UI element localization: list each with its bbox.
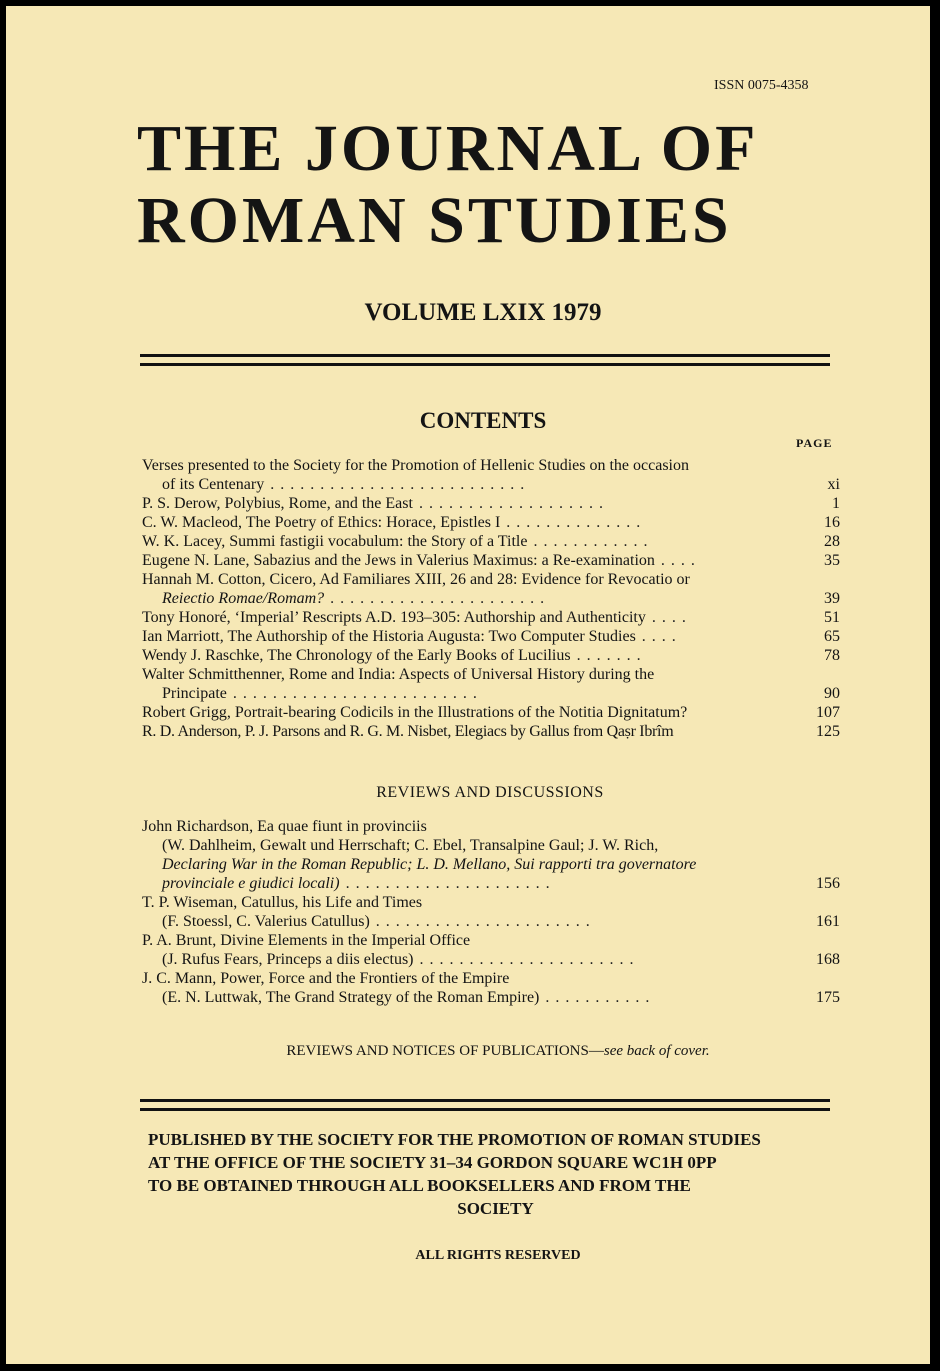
divider-rule (140, 1099, 830, 1102)
publisher-statement (148, 1128, 843, 1220)
publisher-line: AT THE OFFICE OF THE SOCIETY 31–34 GORDON SQUARE WC1H 0PP (148, 1153, 717, 1172)
page-number: 90 (824, 685, 840, 702)
page-number: 175 (816, 989, 840, 1006)
entry-text: Hannah M. Cotton, Cicero, Ad Familiares XIII, 26 and 28: Evidence for Revocatio or (142, 571, 690, 588)
review-title: J. C. Mann, Power, Force and the Frontiers of the Empire (142, 970, 510, 987)
review-line: (J. Rufus Fears, Princeps a diis electus) (162, 951, 414, 968)
entry-text-cont: Principate (162, 685, 227, 702)
journal-title-line-1: THE JOURNAL OF (137, 112, 759, 185)
list-item (142, 570, 840, 589)
list-item (142, 665, 840, 684)
page-number: 168 (816, 951, 840, 968)
contents-list: Verses presented to the Society for the Promotion of Hellenic Studies on the occasion of its Centenary . . . . . . . . . . . . . . . . . . . . . . . . . . xi P. S. Derow, Polybius, Rome, and the East . . . . . . . . . . . . . . . . . . . 1 C. W. Macleod, The Poetry of Ethics: Horace, Epistles I . . . . . . . . . . . . . . 16 W. K. Lacey, Summi fastigii vocabulum: the Story of a Title . . . . . . . . . . . . 28 Eugene N. Lane, Sabazius and the Jews in Valerius Maximus: a Re-examination . . . . 35 Hannah M. Cotton, Cicero, Ad Familiares XIII, 26 and 28: Evidence for Revocatio or Reiectio Romae/Romam? . . . . . . . . . . . . . . . . . . . . . . 39 Tony Honoré, ‘Imperial’ Rescripts A.D. 193–305: Authorship and Authenticity . . . . 51 Ian Marriott, The Authorship of the Historia Augusta: Two Computer Studies . . . . 65 Wendy J. Raschke, The Chronology of the Early Books of Lucilius . . . . . . . 78 Walter Schmitthenner, Rome and India: Aspects of Universal History during the Principate . . . . . . . . . . . . . . . . . . . . . . . . . 90 Robert Grigg, Portrait-bearing Codicils in the Illustrations of the Notitia Dignitatum? 107 R. D. Anderson, P. J. Parsons and R. G. M. Nisbet, Elegiacs by Gallus from Qaṣr Ibrîm 125 (142, 457, 840, 740)
page-number: 125 (816, 723, 840, 740)
list-item (142, 456, 840, 475)
page-number: 161 (816, 913, 840, 930)
page-number: 156 (816, 875, 840, 892)
list-item: Ian Marriott, The Authorship of the Historia Augusta: Two Computer Studies . . . . 65 (142, 628, 840, 645)
page-number: xi (827, 476, 840, 493)
page-number: 51 (824, 609, 840, 626)
page-number: 1 (832, 495, 840, 512)
list-item: C. W. Macleod, The Poetry of Ethics: Horace, Epistles I . . . . . . . . . . . . . . 16 (142, 514, 840, 531)
entry-text: C. W. Macleod, The Poetry of Ethics: Horace, Epistles I (142, 514, 501, 531)
list-item (142, 817, 840, 836)
list-item (142, 931, 840, 950)
contents-heading: CONTENTS (419, 408, 547, 433)
review-line: provinciale e giudici locali) (162, 875, 340, 892)
publisher-line: PUBLISHED BY THE SOCIETY FOR THE PROMOTION OF ROMAN STUDIES (148, 1130, 761, 1149)
journal-cover (6, 6, 930, 1364)
review-title: T. P. Wiseman, Catullus, his Life and Times (142, 894, 423, 911)
publisher-line: SOCIETY (457, 1199, 534, 1218)
entry-text: Ian Marriott, The Authorship of the Historia Augusta: Two Computer Studies (142, 628, 636, 645)
notice-text: REVIEWS AND NOTICES OF PUBLICATIONS— (286, 1043, 604, 1059)
volume-label: VOLUME LXIX 1979 (364, 299, 602, 326)
page-number: 39 (824, 590, 840, 607)
list-item: Eugene N. Lane, Sabazius and the Jews in Valerius Maximus: a Re-examination . . . . 35 (142, 552, 840, 569)
list-item (142, 969, 840, 988)
list-item: W. K. Lacey, Summi fastigii vocabulum: the Story of a Title . . . . . . . . . . . . 28 (142, 533, 840, 550)
reviews-list: John Richardson, Ea quae fiunt in provinciis (W. Dahlheim, Gewalt und Herrschaft; C. Ebel, Transalpine Gaul; J. W. Rich, Declaring War in the Roman Republic; L. D. Mellano, Sui rapporti tra governatore provinciale e giudici locali) . . . . . . . . . . . . . . . . . . . . . 156 T. P. Wiseman, Catullus, his Life and Times (F. Stoessl, C. Valerius Catullus) . . . . . . . . . . . . . . . . . . . . . . 161 P. A. Brunt, Divine Elements in the Imperial Office (J. Rufus Fears, Princeps a diis electus) . . . . . . . . . . . . . . . . . . . . . . 168 J. C. Mann, Power, Force and the Frontiers of the Empire (E. N. Luttwak, The Grand Strategy of the Roman Empire) . . . . . . . . . . . 175 (142, 818, 840, 1006)
reviews-notice (6, 1043, 940, 1060)
page-number: 65 (824, 628, 840, 645)
divider-rule (140, 354, 830, 357)
page-number: 28 (824, 533, 840, 550)
journal-title-line-2: ROMAN STUDIES (137, 184, 732, 257)
page-number: 16 (824, 514, 840, 531)
entry-text: R. D. Anderson, P. J. Parsons and R. G. M. Nisbet, Elegiacs by Gallus from Qaṣr Ibrîm (142, 723, 674, 740)
review-line: (E. N. Luttwak, The Grand Strategy of the Roman Empire) (162, 989, 540, 1006)
entry-text-cont: Reiectio Romae/Romam? (162, 590, 325, 607)
page-column-heading: PAGE (796, 436, 833, 450)
entry-text: Verses presented to the Society for the Promotion of Hellenic Studies on the occasion (142, 457, 689, 474)
list-item: P. S. Derow, Polybius, Rome, and the East . . . . . . . . . . . . . . . . . . . 1 (142, 495, 840, 512)
list-item: Wendy J. Raschke, The Chronology of the Early Books of Lucilius . . . . . . . 78 (142, 647, 840, 664)
list-item (142, 703, 840, 722)
review-line: Declaring War in the Roman Republic; L. D. Mellano, Sui rapporti tra governatore (162, 856, 697, 873)
entry-text: Wendy J. Raschke, The Chronology of the Early Books of Lucilius (142, 647, 571, 664)
reviews-heading: REVIEWS AND DISCUSSIONS (376, 784, 604, 801)
entry-text: Robert Grigg, Portrait-bearing Codicils in the Illustrations of the Notitia Dignitatum? (142, 704, 688, 721)
issn: ISSN 0075-4358 (714, 78, 809, 93)
review-line: (F. Stoessl, C. Valerius Catullus) (162, 913, 370, 930)
divider-rule (140, 363, 830, 366)
entry-text-cont: of its Centenary (162, 476, 265, 493)
publisher-line: TO BE OBTAINED THROUGH ALL BOOKSELLERS AND FROM THE (148, 1176, 691, 1195)
divider-rule (140, 1108, 830, 1111)
list-item (142, 722, 840, 741)
list-item: Tony Honoré, ‘Imperial’ Rescripts A.D. 193–305: Authorship and Authenticity . . . . 51 (142, 609, 840, 626)
review-title: P. A. Brunt, Divine Elements in the Imperial Office (142, 932, 471, 949)
entry-text: P. S. Derow, Polybius, Rome, and the East (142, 495, 413, 512)
list-item (142, 893, 840, 912)
entry-text: Walter Schmitthenner, Rome and India: Aspects of Universal History during the (142, 666, 655, 683)
page-number: 107 (816, 704, 840, 721)
rights-statement: ALL RIGHTS RESERVED (415, 1248, 581, 1263)
review-title: John Richardson, Ea quae fiunt in provinciis (142, 818, 427, 835)
entry-text: Tony Honoré, ‘Imperial’ Rescripts A.D. 193–305: Authorship and Authenticity (142, 609, 646, 626)
entry-text: W. K. Lacey, Summi fastigii vocabulum: the Story of a Title (142, 533, 528, 550)
page-number: 35 (824, 552, 840, 569)
review-line: (W. Dahlheim, Gewalt und Herrschaft; C. Ebel, Transalpine Gaul; J. W. Rich, (162, 837, 659, 854)
notice-italic: see back of cover. (603, 1043, 710, 1059)
entry-text: Eugene N. Lane, Sabazius and the Jews in Valerius Maximus: a Re-examination (142, 552, 655, 569)
page-number: 78 (824, 647, 840, 664)
